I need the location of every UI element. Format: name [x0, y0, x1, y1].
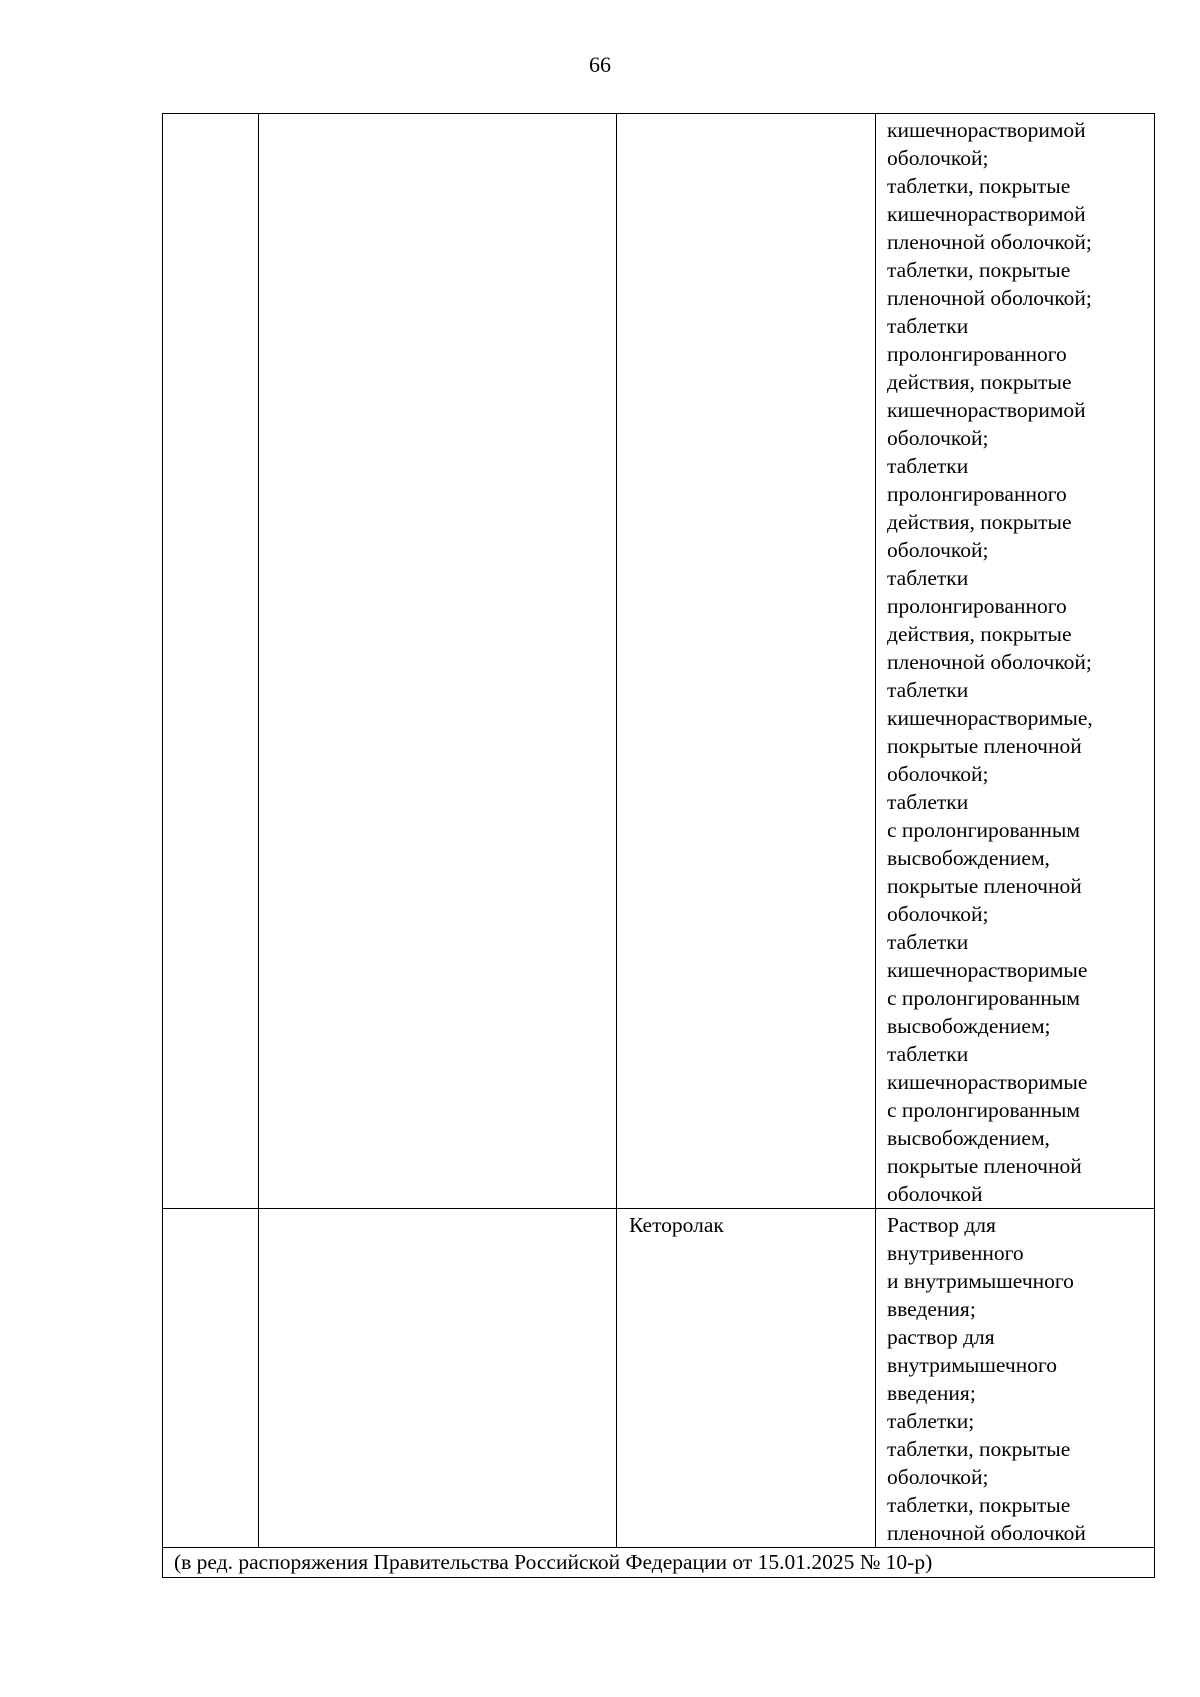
dosage-form-line: оболочкой; [887, 426, 989, 450]
dosage-form-line: кишечнорастворимой [887, 118, 1086, 142]
dosage-form-line: таблетки [887, 678, 969, 702]
table-row [163, 114, 1155, 1209]
dosage-form-line: таблетки; [887, 1409, 975, 1433]
dosage-form-line: кишечнорастворимые [887, 958, 1088, 982]
anatomical-group-cell [259, 114, 617, 1209]
dosage-form-line: с пролонгированным [887, 1098, 1080, 1122]
amendment-note: (в ред. распоряжения Правительства Российской Федерации от 15.01.2025 № 10-р) [163, 1548, 1155, 1578]
dosage-form-line: введения; [887, 1381, 976, 1405]
dosage-form-line: покрытые пленочной [887, 734, 1082, 758]
table-note-row [163, 1548, 1155, 1578]
dosage-form-line: таблетки [887, 454, 969, 478]
dosage-form-line: внутримышечного [887, 1353, 1058, 1377]
dosage-form-line: высвобождением, [887, 846, 1050, 870]
dosage-form-line: пленочной оболочкой [887, 1521, 1086, 1545]
dosage-form-line: таблетки [887, 930, 969, 954]
dosage-form-line: с пролонгированным [887, 986, 1080, 1010]
table-row [163, 1209, 1155, 1548]
dosage-form-line: пролонгированного [887, 482, 1067, 506]
atc-code-cell [163, 1209, 259, 1548]
dosage-form-line: пленочной оболочкой; [887, 230, 1092, 254]
dosage-form-line: действия, покрытые [887, 622, 1072, 646]
dosage-form-line: с пролонгированным [887, 818, 1080, 842]
dosage-form-line: пленочной оболочкой; [887, 286, 1092, 310]
dosage-form-line: таблетки, покрытые [887, 1437, 1071, 1461]
dosage-form-line: таблетки [887, 566, 969, 590]
dosage-form-line: оболочкой; [887, 902, 989, 926]
dosage-form-line: оболочкой; [887, 1465, 989, 1489]
dosage-form-line: таблетки, покрытые [887, 258, 1071, 282]
dosage-form-line: введения; [887, 1297, 976, 1321]
dosage-form-line: пролонгированного [887, 342, 1067, 366]
dosage-form-line: кишечнорастворимой [887, 398, 1086, 422]
dosage-form-line: оболочкой [887, 1182, 983, 1206]
dosage-form-line: высвобождением; [887, 1014, 1051, 1038]
drug-name-cell: Кеторолак [617, 1209, 876, 1548]
dosage-form-line: кишечнорастворимые, [887, 706, 1093, 730]
dosage-form-line: кишечнорастворимой [887, 202, 1086, 226]
dosage-form-line: действия, покрытые [887, 510, 1072, 534]
dosage-form-line: высвобождением, [887, 1126, 1050, 1150]
dosage-form-line: оболочкой; [887, 762, 989, 786]
dosage-form-cell [876, 114, 1155, 1209]
anatomical-group-cell [259, 1209, 617, 1548]
dosage-form-line: покрытые пленочной [887, 1154, 1082, 1178]
dosage-form-line: оболочкой; [887, 538, 989, 562]
dosage-form-line: действия, покрытые [887, 370, 1072, 394]
dosage-form-line: раствор для [887, 1325, 995, 1349]
dosage-form-line: таблетки [887, 314, 969, 338]
dosage-form-line: пролонгированного [887, 594, 1067, 618]
dosage-form-line: внутривенного [887, 1241, 1024, 1265]
dosage-form-line: таблетки [887, 790, 969, 814]
drug-name-cell [617, 114, 876, 1209]
dosage-form-line: таблетки, покрытые [887, 174, 1071, 198]
dosage-form-line: оболочкой; [887, 146, 989, 170]
drug-table [162, 113, 1155, 1578]
atc-code-cell [163, 114, 259, 1209]
dosage-form-line: пленочной оболочкой; [887, 650, 1092, 674]
page-number: 66 [589, 52, 611, 77]
dosage-form-line: Раствор для [887, 1213, 996, 1237]
dosage-form-line: таблетки, покрытые [887, 1493, 1071, 1517]
dosage-form-line: таблетки [887, 1042, 969, 1066]
dosage-form-line: покрытые пленочной [887, 874, 1082, 898]
dosage-form-line: кишечнорастворимые [887, 1070, 1088, 1094]
dosage-form-cell [876, 1209, 1155, 1548]
dosage-form-line: и внутримышечного [887, 1269, 1074, 1293]
